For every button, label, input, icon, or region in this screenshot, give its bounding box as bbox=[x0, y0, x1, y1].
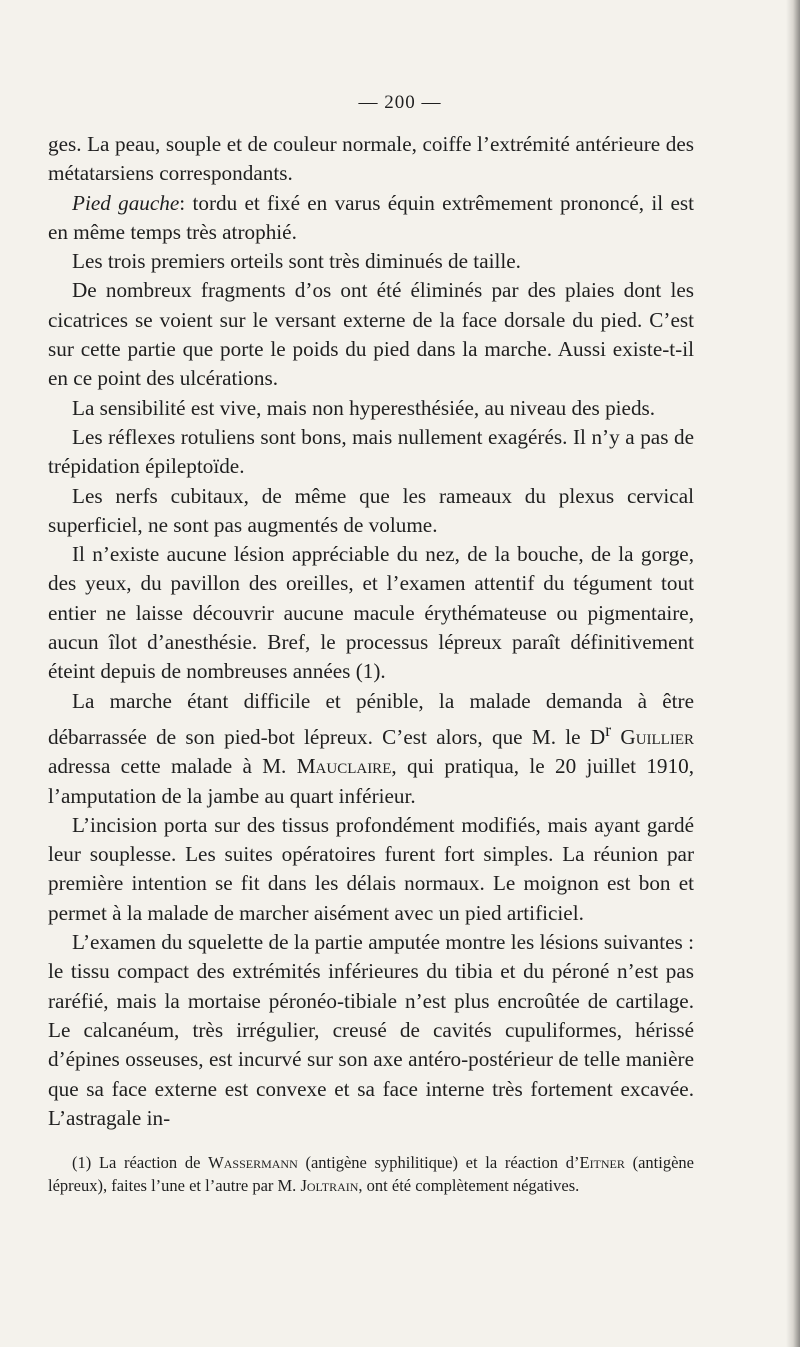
paragraph-9-text-c: , qui pratiqua, le 20 juillet 1910, l’amputation de la jambe au quart inférieur. bbox=[48, 754, 694, 808]
paragraph-9 bbox=[48, 687, 694, 811]
name-wassermann: Wassermann bbox=[208, 1153, 298, 1172]
paragraph-8: Il n’existe aucune lésion appréciable du nez, de la bouche, de la gorge, des yeux, du pavillon des oreilles, et l’examen attentif du tégument tout entier ne laisse découvrir aucune macule érythémateuse ou pigmentaire, aucun îlot d’anesthésie. Bref, le processus lépreux paraît définitivement éteint depuis de nombreuses années (1). bbox=[48, 542, 694, 684]
paragraph-5: La sensibilité est vive, mais non hyperesthésiée, au niveau des pieds. bbox=[72, 395, 656, 420]
name-eitner: Eitner bbox=[579, 1153, 625, 1172]
footnote bbox=[48, 1152, 694, 1197]
paragraph-1: ges. La peau, souple et de couleur normale, coiffe l’extrémité antérieure des métatarsiens correspondants. bbox=[48, 132, 694, 186]
doctor-abbrev-sup: r bbox=[605, 719, 612, 740]
paragraph-9-text-b: adressa cette malade à M. bbox=[48, 754, 297, 779]
pied-gauche-label: Pied gauche bbox=[72, 190, 180, 215]
paragraph-10: L’incision porta sur des tissus profondément modifiés, mais ayant gardé leur souplesse. Les suites opératoires furent fort simples. La réunion par première intention se fit dans les délais normaux. Le moignon est bon et permet à la malade de marcher aisément avec un pied artificiel. bbox=[48, 812, 694, 925]
footnote-text-b: (antigène syphilitique) et la réaction d’ bbox=[297, 1153, 580, 1172]
paragraph-7: Les nerfs cubitaux, de même que les rameaux du plexus cervical superficiel, ne sont pas augmentés de volume. bbox=[48, 483, 694, 537]
footnote-text-c: (antigène lépreux), faites l’une et l’autre par M. bbox=[48, 1153, 694, 1195]
body-text bbox=[48, 130, 694, 1133]
paragraph-3: Les trois premiers orteils sont très diminués de taille. bbox=[72, 249, 521, 274]
paragraph-4: De nombreux fragments d’os ont été éliminés par des plaies dont les cicatrices se voient sur le versant externe de la face dorsale du pied. C’est sur cette partie que porte le poids du pied dans la marche. Aussi existe-t-il en ce point des ulcérations. bbox=[48, 278, 694, 391]
name-guillier: Guillier bbox=[620, 725, 695, 749]
paragraph-2 bbox=[48, 189, 694, 248]
paragraph-9-text-a: La marche étant difficile et pénible, la malade demanda à être débarrassée de son pied-bot lépreux. C’est alors, que M. le D bbox=[48, 688, 694, 749]
name-mauclaire: Mauclaire bbox=[296, 754, 392, 779]
paragraph-11: L’examen du squelette de la partie amputée montre les lésions suivantes : le tissu compact des extrémités inférieures du tibia et du péroné n’est pas raréfié, mais la mortaise péronéo-tibiale n’est plus encroûtée de cartilage. Le calcanéum, très irrégulier, creusé de cavités cupuliformes, hérissé d’épines osseuses, est incurvé sur son axe antéro-postérieur de telle manière que sa face externe est convexe et sa face interne très fortement excavée. L’astragale in- bbox=[48, 930, 694, 1130]
footnote-text-a: (1) La réaction de bbox=[72, 1153, 209, 1172]
paragraph-2-text: : tordu et fixé en varus équin extrêmement prononcé, il est en même temps très atrophié. bbox=[48, 190, 694, 244]
footnote-text-d: , ont été complètement négatives. bbox=[358, 1175, 580, 1195]
name-joltrain: Joltrain bbox=[300, 1175, 359, 1195]
page-edge bbox=[786, 0, 800, 1347]
page-number: — 200 — bbox=[358, 92, 442, 113]
paragraph-6: Les réflexes rotuliens sont bons, mais nullement exagérés. Il n’y a pas de trépidation épileptoïde. bbox=[48, 424, 694, 479]
